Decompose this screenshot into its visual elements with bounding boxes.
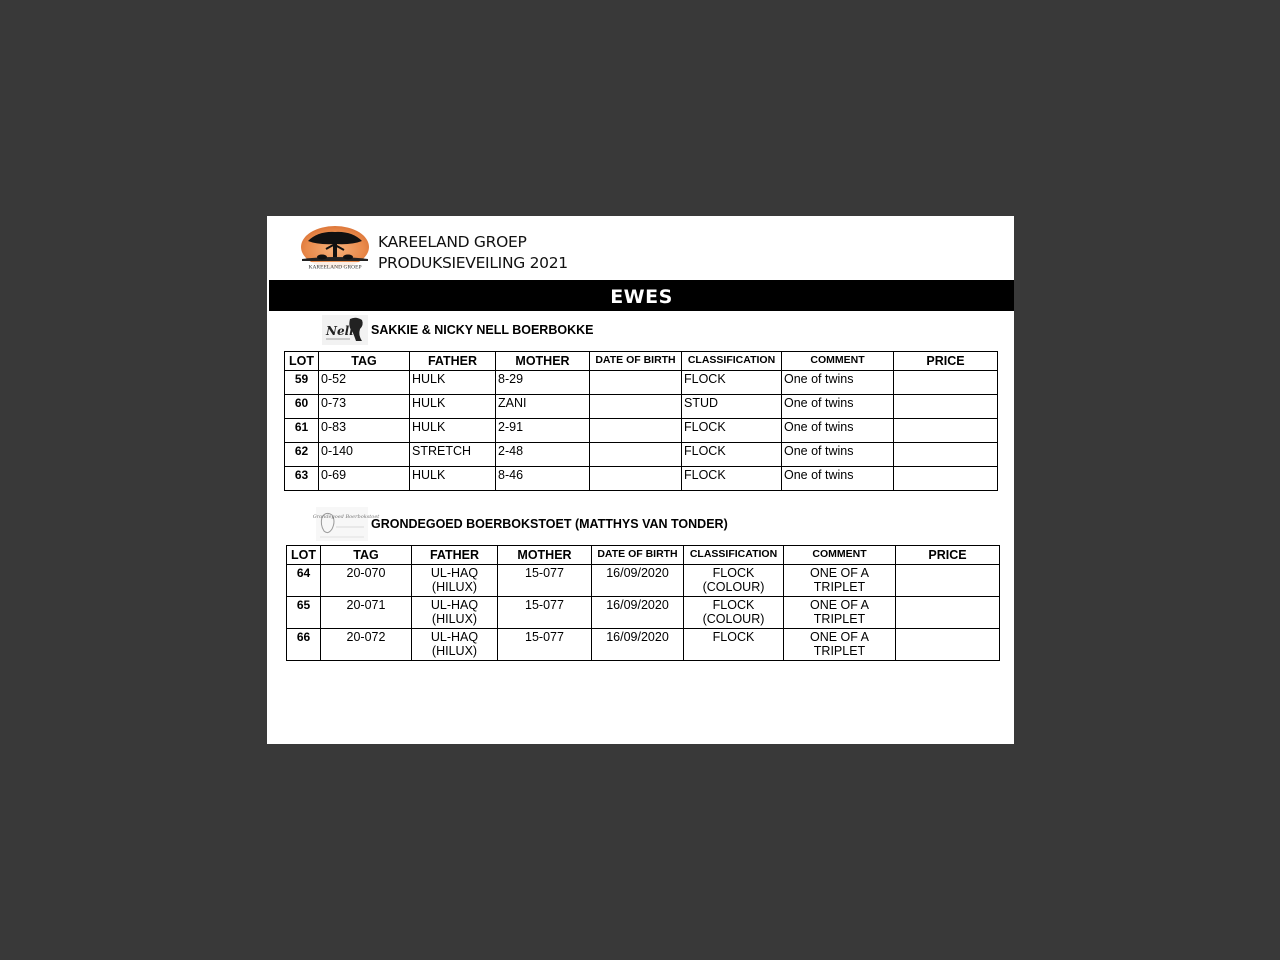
col-mother: MOTHER (498, 546, 592, 565)
comment-cell: One of twins (782, 371, 894, 395)
price-cell (894, 467, 998, 491)
grondegoed-logo (312, 507, 380, 541)
mother-cell: 2-91 (496, 419, 590, 443)
classification-cell: FLOCK (682, 419, 782, 443)
table-row (287, 565, 1000, 597)
col-comment: COMMENT (782, 352, 894, 371)
mother-cell: ZANI (496, 395, 590, 419)
tag-cell: 20-072 (321, 629, 412, 661)
lot-cell: 65 (287, 597, 321, 629)
price-cell (894, 443, 998, 467)
comment-cell: One of twins (782, 419, 894, 443)
table-header-row (285, 352, 998, 371)
father-cell: UL-HAQ (HILUX) (412, 629, 498, 661)
table-row (285, 443, 998, 467)
col-lot: LOT (287, 546, 321, 565)
col-classification: CLASSIFICATION (682, 352, 782, 371)
lots-table-2 (286, 545, 1000, 661)
comment-cell: One of twins (782, 395, 894, 419)
table-row (285, 371, 998, 395)
breeder-name: GRONDEGOED BOERBOKSTOET (MATTHYS VAN TONDER) (371, 517, 728, 531)
comment-cell: ONE OF A TRIPLET (784, 565, 896, 597)
col-dob: DATE OF BIRTH (590, 352, 682, 371)
lot-cell: 60 (285, 395, 319, 419)
classification-cell: FLOCK (682, 443, 782, 467)
table-row (287, 597, 1000, 629)
mother-cell: 15-077 (498, 565, 592, 597)
comment-cell: One of twins (782, 443, 894, 467)
table-row (285, 467, 998, 491)
comment-cell: One of twins (782, 467, 894, 491)
dob-cell: 16/09/2020 (592, 629, 684, 661)
kareeland-logo (300, 225, 370, 271)
father-cell: HULK (410, 419, 496, 443)
dob-cell (590, 467, 682, 491)
tag-cell: 20-071 (321, 597, 412, 629)
company-name: KAREELAND GROEP (378, 233, 527, 251)
dob-cell: 16/09/2020 (592, 597, 684, 629)
lot-cell: 62 (285, 443, 319, 467)
mother-cell: 2-48 (496, 443, 590, 467)
classification-cell: STUD (682, 395, 782, 419)
comment-cell: ONE OF A TRIPLET (784, 629, 896, 661)
col-price: PRICE (896, 546, 1000, 565)
logo-text: KAREELAND GROEP (308, 264, 362, 271)
table-row (285, 419, 998, 443)
table-row (287, 629, 1000, 661)
price-cell (894, 395, 998, 419)
dob-cell: 16/09/2020 (592, 565, 684, 597)
brand-block (378, 232, 568, 274)
father-cell: UL-HAQ (HILUX) (412, 565, 498, 597)
father-cell: HULK (410, 395, 496, 419)
tag-cell: 0-69 (319, 467, 410, 491)
father-cell: STRETCH (410, 443, 496, 467)
col-price: PRICE (894, 352, 998, 371)
price-cell (894, 371, 998, 395)
price-cell (896, 565, 1000, 597)
dob-cell (590, 395, 682, 419)
grondegoed-logo-text: Grondegoed Boerbokstoet (312, 514, 380, 520)
nell-logo (322, 315, 368, 345)
classification-cell: FLOCK (682, 467, 782, 491)
mother-cell: 15-077 (498, 629, 592, 661)
mother-cell: 15-077 (498, 597, 592, 629)
tag-cell: 0-140 (319, 443, 410, 467)
table-header-row (287, 546, 1000, 565)
col-lot: LOT (285, 352, 319, 371)
price-cell (896, 597, 1000, 629)
dob-cell (590, 371, 682, 395)
table-row (285, 395, 998, 419)
father-cell: HULK (410, 467, 496, 491)
col-dob: DATE OF BIRTH (592, 546, 684, 565)
lot-cell: 59 (285, 371, 319, 395)
lot-cell: 61 (285, 419, 319, 443)
lot-cell: 66 (287, 629, 321, 661)
tag-cell: 0-83 (319, 419, 410, 443)
price-cell (894, 419, 998, 443)
lots-table-1 (284, 351, 998, 491)
col-tag: TAG (321, 546, 412, 565)
price-cell (896, 629, 1000, 661)
lot-cell: 64 (287, 565, 321, 597)
lot-cell: 63 (285, 467, 319, 491)
col-father: FATHER (412, 546, 498, 565)
dob-cell (590, 419, 682, 443)
col-tag: TAG (319, 352, 410, 371)
comment-cell: ONE OF A TRIPLET (784, 597, 896, 629)
section-banner: EWES (269, 280, 1014, 311)
tag-cell: 0-73 (319, 395, 410, 419)
event-name: PRODUKSIEVEILING 2021 (378, 254, 568, 272)
col-comment: COMMENT (784, 546, 896, 565)
col-mother: MOTHER (496, 352, 590, 371)
dob-cell (590, 443, 682, 467)
father-cell: UL-HAQ (HILUX) (412, 597, 498, 629)
tag-cell: 0-52 (319, 371, 410, 395)
breeder-name: SAKKIE & NICKY NELL BOERBOKKE (371, 323, 594, 337)
mother-cell: 8-46 (496, 467, 590, 491)
classification-cell: FLOCK (COLOUR) (684, 597, 784, 629)
mother-cell: 8-29 (496, 371, 590, 395)
classification-cell: FLOCK (COLOUR) (684, 565, 784, 597)
breeder-heading-2 (312, 507, 816, 537)
breeder-heading-1 (322, 315, 722, 345)
classification-cell: FLOCK (682, 371, 782, 395)
father-cell: HULK (410, 371, 496, 395)
nell-logo-text: Nell (326, 324, 354, 338)
classification-cell: FLOCK (684, 629, 784, 661)
tag-cell: 20-070 (321, 565, 412, 597)
col-classification: CLASSIFICATION (684, 546, 784, 565)
col-father: FATHER (410, 352, 496, 371)
document-page (267, 216, 1014, 744)
